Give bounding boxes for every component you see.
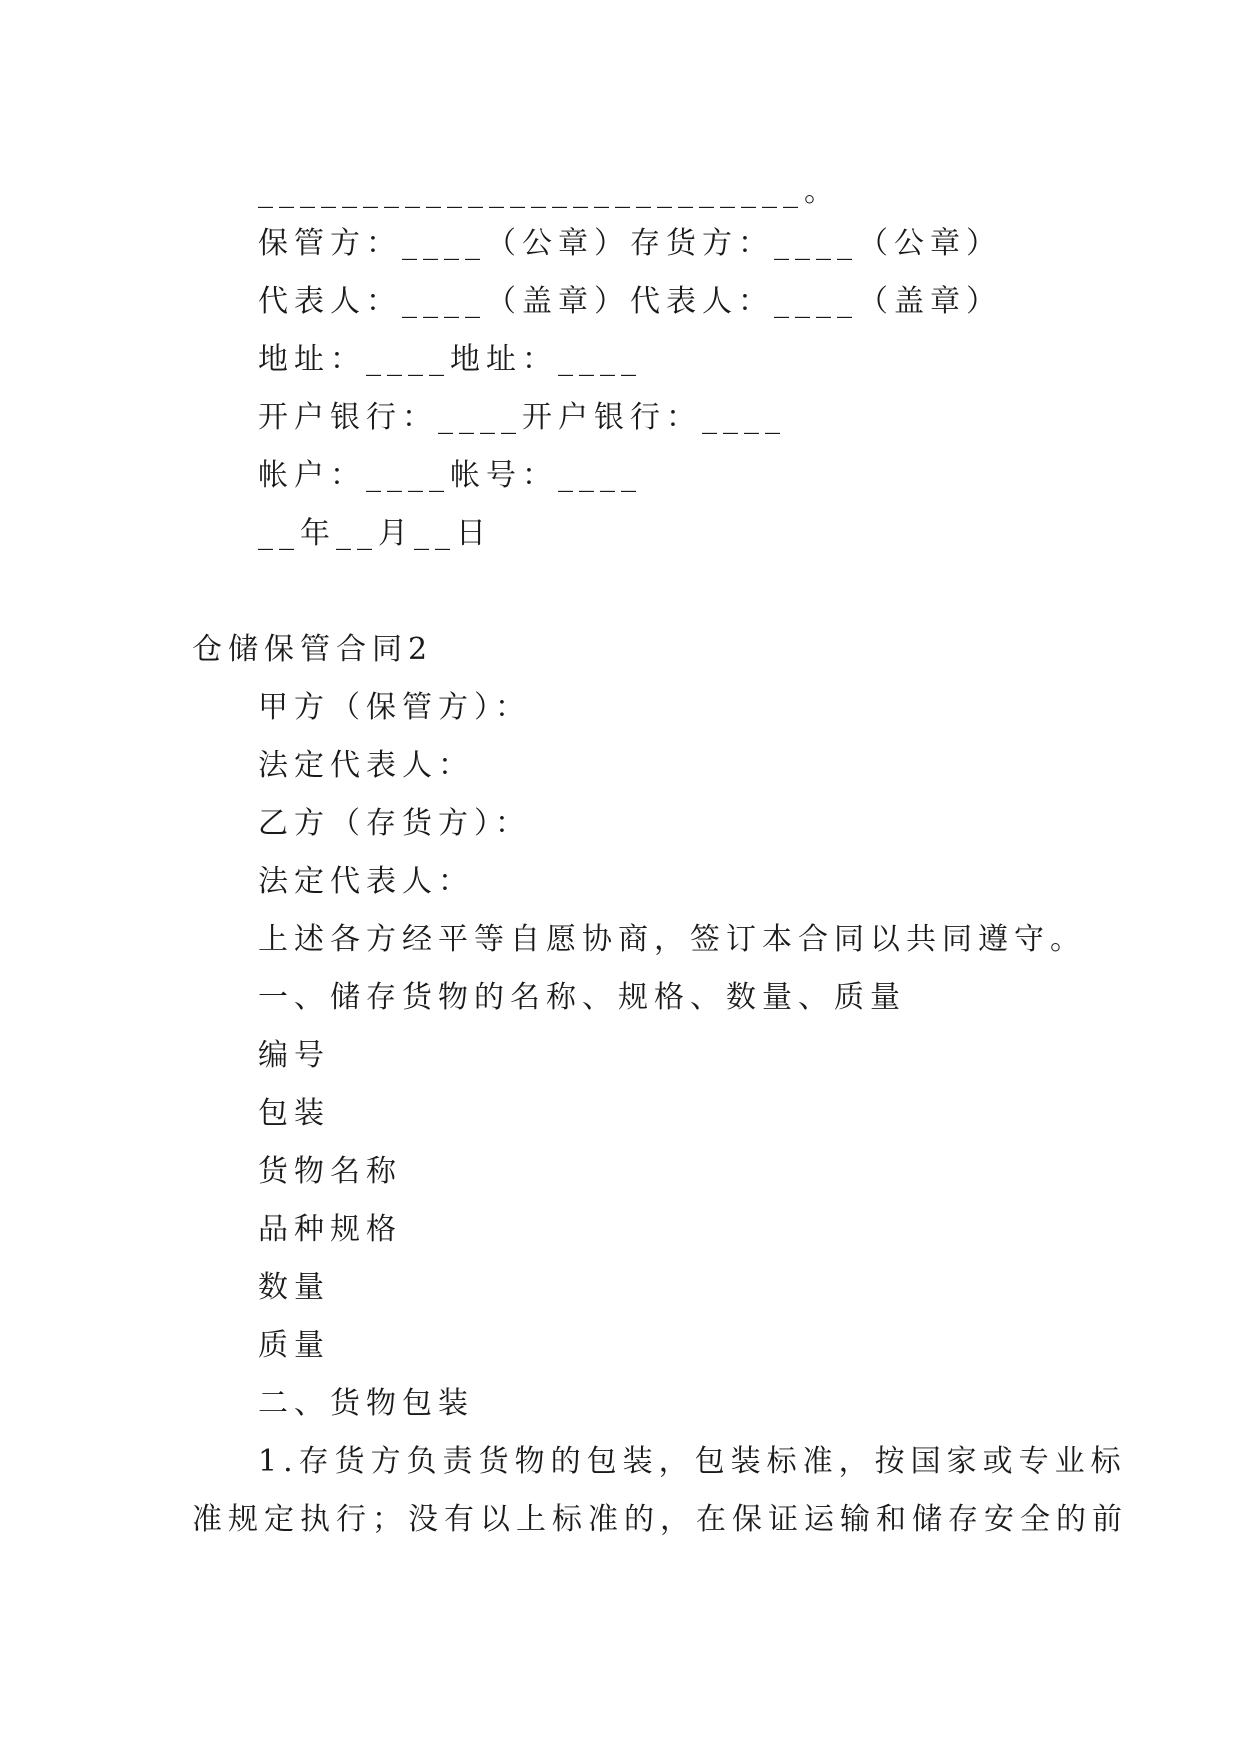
- clause-1-field: 货物名称: [258, 1154, 402, 1189]
- signature-bank-row: 开户银行：____开户银行：____: [258, 400, 786, 435]
- clause-1-field: 数量: [258, 1270, 330, 1305]
- clause-1-heading: 一、储存货物的名称、规格、数量、质量: [258, 980, 906, 1015]
- intro-paragraph: 上述各方经平等自愿协商，签订本合同以共同遵守。: [258, 922, 1086, 957]
- party-b: 乙方（存货方）：: [258, 806, 531, 841]
- signature-account-row: 帐户：____帐号：____: [258, 458, 642, 493]
- clause-1-field: 包装: [258, 1096, 330, 1131]
- clause-1-field: 品种规格: [258, 1212, 402, 1247]
- clause-1-field: 编号: [258, 1038, 330, 1073]
- party-a: 甲方（保管方）：: [258, 690, 531, 725]
- signature-custodian-row: 保管方：____（公章）存货方：____（公章）: [258, 226, 1002, 261]
- signature-date-row: __年__月__日: [258, 516, 492, 551]
- party-a-representative: 法定代表人：: [258, 748, 474, 783]
- section-title: 仓储保管合同2: [192, 632, 434, 667]
- blank-line: __________________________。: [258, 174, 840, 209]
- clause-2-text-line: 准规定执行；没有以上标准的，在保证运输和储存安全的前: [192, 1502, 1128, 1537]
- clause-2-heading: 二、货物包装: [258, 1386, 474, 1421]
- signature-representative-row: 代表人：____（盖章）代表人：____（盖章）: [258, 284, 1002, 319]
- signature-address-row: 地址：____地址：____: [258, 342, 642, 377]
- clause-2-text-line: 1.存货方负责货物的包装，包装标准，按国家或专业标: [258, 1444, 1127, 1479]
- clause-1-field: 质量: [258, 1328, 330, 1363]
- party-b-representative: 法定代表人：: [258, 864, 474, 899]
